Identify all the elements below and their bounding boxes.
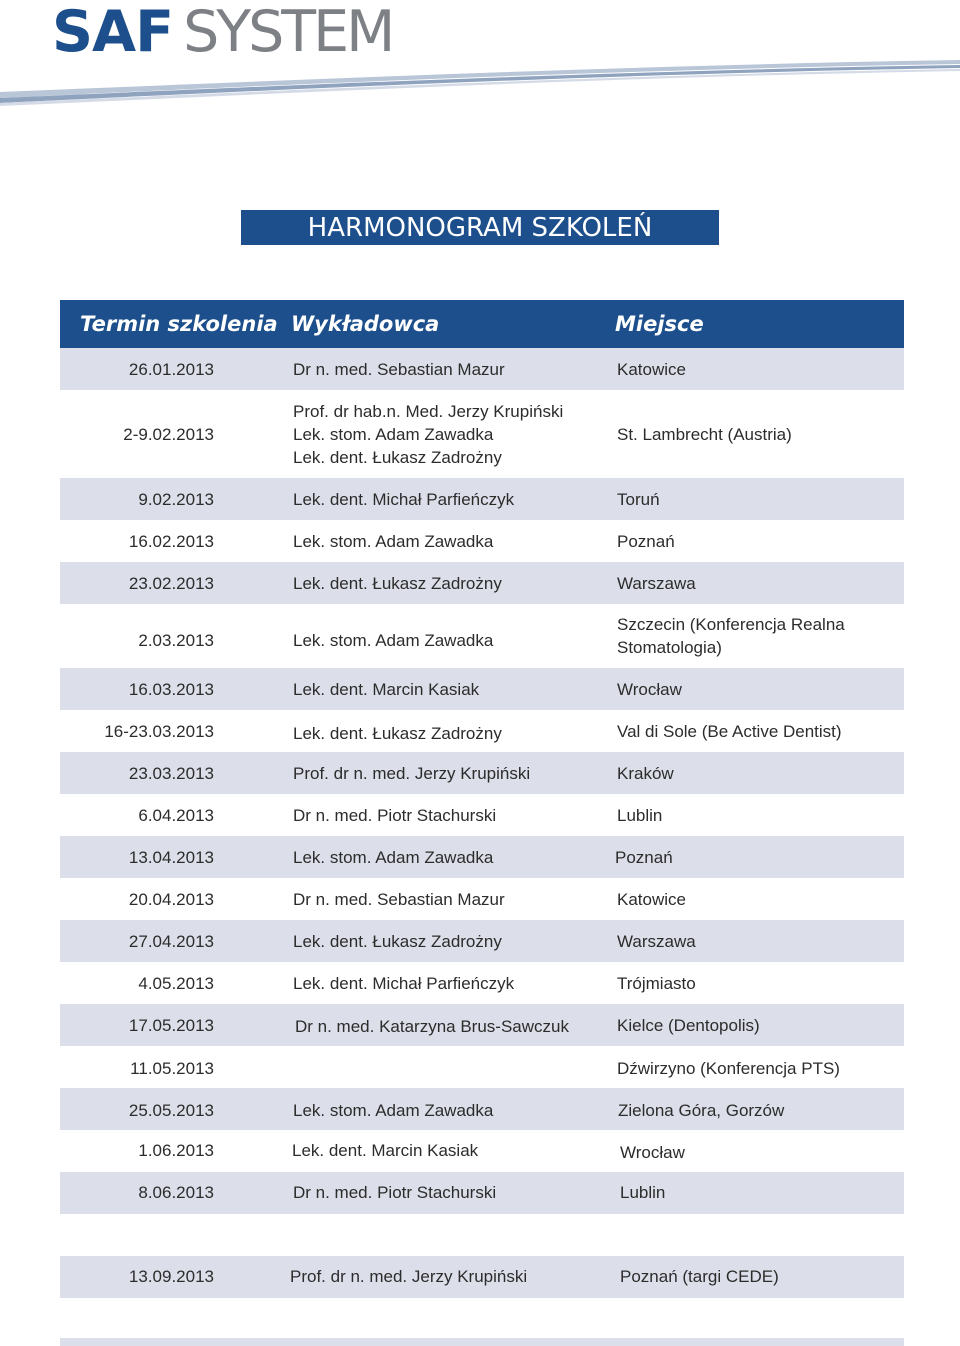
row-lecturer: Prof. dr hab.n. Med. Jerzy Krupiński Lek. stom. Adam Zawadka Lek. dent. Łukasz Zadrożny <box>293 402 564 467</box>
row-date: 11.05.2013 <box>130 1059 214 1078</box>
row-place: Kraków <box>617 764 674 783</box>
table-row <box>60 1130 904 1172</box>
row-place: Wrocław <box>620 1143 685 1162</box>
row-lecturer: Dr n. med. Sebastian Mazur <box>293 360 505 379</box>
row-place: Poznań <box>617 532 675 551</box>
row-date: 2-9.02.2013 <box>123 425 214 444</box>
row-place: Katowice <box>617 360 686 379</box>
header-swoosh-graphic <box>0 60 960 120</box>
row-place: Toruń <box>617 490 660 509</box>
row-place: Trójmiasto <box>617 974 696 993</box>
row-lecturer: Lek. stom. Adam Zawadka <box>293 532 494 551</box>
page-title: HARMONOGRAM SZKOLEŃ <box>241 210 719 245</box>
row-lecturer: Prof. dr n. med. Jerzy Krupiński <box>290 1267 528 1286</box>
row-lecturer: Lek. dent. Marcin Kasiak <box>292 1141 479 1160</box>
table-row <box>60 562 904 604</box>
table-row <box>60 668 904 710</box>
row-place: Dźwirzyno (Konferencja PTS) <box>617 1059 840 1078</box>
row-date: 13.09.2013 <box>128 1267 214 1286</box>
row-lecturer: Dr n. med. Piotr Stachurski <box>293 1183 497 1202</box>
table-row <box>60 1004 904 1046</box>
row-date: 23.03.2013 <box>128 764 214 783</box>
row-date: 25.05.2013 <box>128 1101 214 1120</box>
row-place: Kielce (Dentopolis) <box>617 1016 760 1035</box>
row-lecturer: Lek. dent. Michał Parfieńczyk <box>293 974 515 993</box>
row-place: Lublin <box>617 806 663 825</box>
row-date: 26.01.2013 <box>128 360 214 379</box>
row-place: Wrocław <box>617 680 682 699</box>
row-date: 4.05.2013 <box>138 974 214 993</box>
row-lecturer: Lek. dent. Łukasz Zadrożny <box>293 724 502 743</box>
row-date: 16-23.03.2013 <box>104 722 214 741</box>
table-row <box>60 710 904 752</box>
row-lecturer: Lek. dent. Łukasz Zadrożny <box>293 574 502 593</box>
row-lecturer: Dr n. med. Sebastian Mazur <box>293 890 505 909</box>
row-lecturer: Lek. stom. Adam Zawadka <box>293 631 494 650</box>
row-lecturer: Lek. dent. Łukasz Zadrożny <box>293 932 502 951</box>
row-lecturer: Lek. dent. Michał Parfieńczyk <box>293 490 515 509</box>
row-date: 23.02.2013 <box>128 574 214 593</box>
row-date: 2.03.2013 <box>138 631 214 650</box>
row-date: 16.03.2013 <box>128 680 214 699</box>
table-row <box>60 836 904 878</box>
row-lecturer: Prof. dr n. med. Jerzy Krupiński <box>293 764 531 783</box>
table-row <box>60 962 904 1004</box>
row-lecturer: Lek. dent. Marcin Kasiak <box>293 680 480 699</box>
table-header-row <box>60 300 904 348</box>
row-date: 6.04.2013 <box>138 806 214 825</box>
table-row <box>60 752 904 794</box>
header-place: Miejsce <box>615 312 704 336</box>
header-date: Termin szkolenia <box>80 312 278 336</box>
table-row <box>60 878 904 920</box>
row-date: 27.04.2013 <box>128 932 214 951</box>
row-lecturer: Dr n. med. Katarzyna Brus-Sawczuk <box>295 1017 569 1036</box>
table-row <box>60 1256 904 1298</box>
company-logo <box>52 0 393 65</box>
table-row <box>60 604 904 668</box>
row-date: 13.04.2013 <box>128 848 214 867</box>
row-date: 8.06.2013 <box>138 1183 214 1202</box>
row-date: 16.02.2013 <box>128 532 214 551</box>
row-date: 20.04.2013 <box>128 890 214 909</box>
row-lecturer: Lek. stom. Adam Zawadka <box>293 1101 494 1120</box>
logo-part-system: SYSTEM <box>183 0 393 65</box>
row-date: 9.02.2013 <box>138 490 214 509</box>
row-place: Warszawa <box>617 932 696 951</box>
table-row <box>60 1088 904 1130</box>
row-place: Katowice <box>617 890 686 909</box>
row-place: Szczecin (Konferencja Realna Stomatologia) <box>617 615 845 657</box>
table-row <box>60 390 904 478</box>
row-place: Val di Sole (Be Active Dentist) <box>617 722 842 741</box>
row-place: Poznań (targi CEDE) <box>620 1267 779 1286</box>
row-place: Zielona Góra, Gorzów <box>618 1101 785 1120</box>
header-lecturer: Wykładowca <box>291 312 440 336</box>
row-place: Lublin <box>620 1183 666 1202</box>
table-row <box>60 794 904 836</box>
logo-part-saf: SAF <box>52 0 174 65</box>
table-row <box>60 1046 904 1088</box>
table-row <box>60 520 904 562</box>
table-row <box>60 478 904 520</box>
bottom-divider <box>60 1338 904 1346</box>
row-place: Poznań <box>615 848 673 867</box>
table-row <box>60 1172 904 1214</box>
row-place: Warszawa <box>617 574 696 593</box>
table-row <box>60 920 904 962</box>
row-date: 1.06.2013 <box>138 1141 214 1160</box>
row-lecturer: Dr n. med. Piotr Stachurski <box>293 806 497 825</box>
row-lecturer: Lek. stom. Adam Zawadka <box>293 848 494 867</box>
row-place: St. Lambrecht (Austria) <box>617 425 792 444</box>
table-row <box>60 348 904 390</box>
row-date: 17.05.2013 <box>128 1016 214 1035</box>
